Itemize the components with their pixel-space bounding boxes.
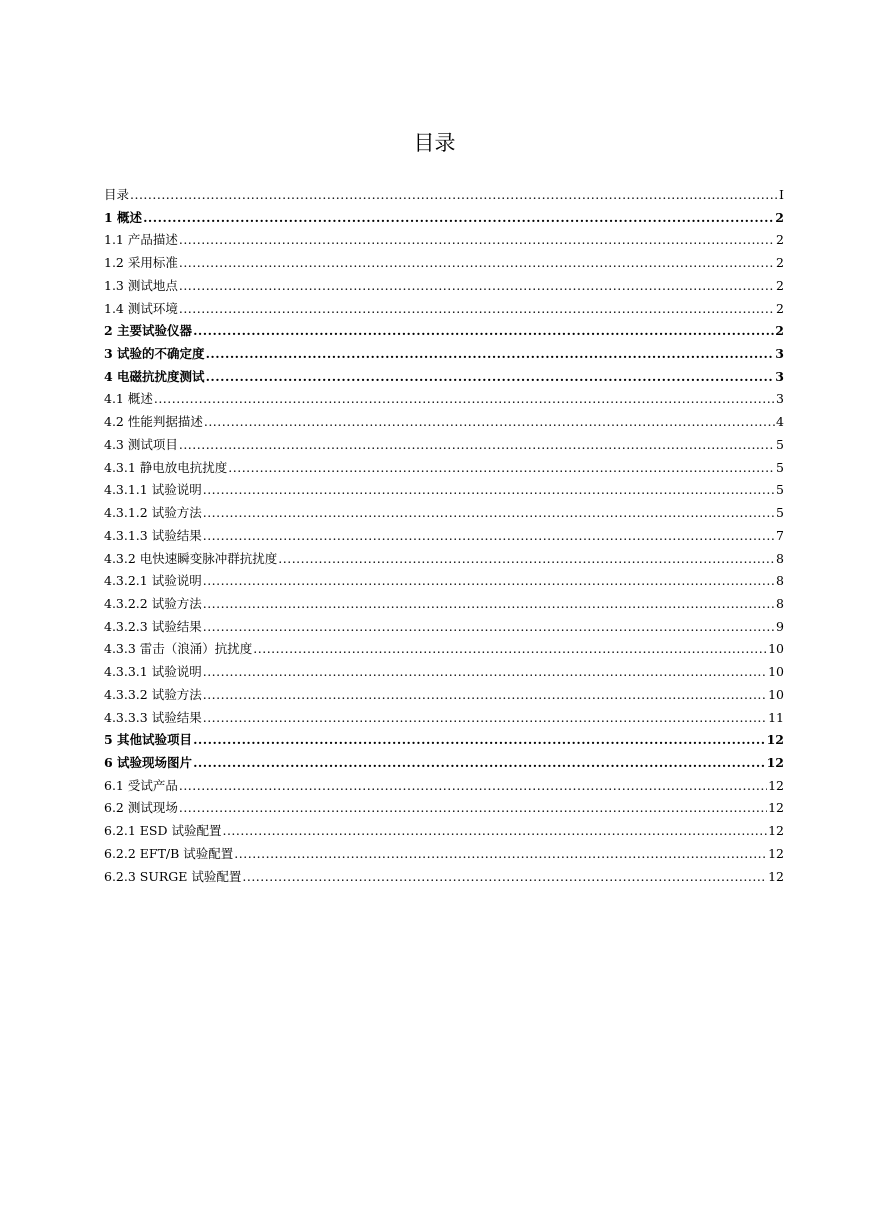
toc-entry[interactable] [104,298,784,321]
toc-dot-leader [203,616,775,639]
toc-entry-page-number: 3 [776,391,784,407]
toc-dot-leader [203,525,775,548]
toc-entry-label: 4.3.1.3 试验结果 [104,527,202,543]
page-title: 目录 [413,131,456,155]
toc-entry[interactable] [104,457,784,480]
toc-entry[interactable] [104,229,784,252]
toc-entry[interactable] [104,707,784,730]
toc-entry[interactable] [104,366,784,389]
toc-entry-label: 4.3.3.1 试验说明 [104,664,202,680]
toc-dot-leader [253,638,767,661]
toc-dot-leader [154,388,775,411]
toc-entry[interactable] [104,638,784,661]
toc-entry-page-number: I [779,187,784,202]
toc-dot-leader [179,252,775,275]
toc-entry-page-number: 10 [768,641,784,657]
toc-entry-label: 4.2 性能判据描述 [104,414,203,430]
toc-dot-leader [179,434,775,457]
toc-entry-label: 6.2.1 ESD 试验配置 [104,823,222,839]
toc-entry-label: 4.3.2.3 试验结果 [104,618,202,634]
toc-entry-page-number: 11 [768,709,784,725]
toc-dot-leader [206,343,775,366]
toc-entry[interactable] [104,570,784,593]
toc-dot-leader [203,479,775,502]
toc-dot-leader [193,320,774,343]
toc-entry-label: 4.1 概述 [104,391,153,407]
toc-entry-label: 目录 [104,187,130,202]
toc-entry-page-number: 4 [776,414,784,430]
toc-entry-label: 6 试验现场图片 [104,754,193,770]
toc-dot-leader [222,820,767,843]
toc-entry-page-number: 3 [775,346,784,362]
toc-entry-label: 1 概述 [104,209,143,225]
toc-entry-page-number: 12 [768,845,784,861]
toc-dot-leader [179,797,767,820]
toc-entry-page-number: 5 [776,482,784,498]
toc-entry-page-number: 12 [766,732,784,748]
toc-entry-page-number: 8 [776,595,784,611]
toc-entry-label: 1.1 产品描述 [104,232,178,248]
toc-entry[interactable] [104,866,784,889]
toc-entry[interactable] [104,184,784,207]
toc-entry-page-number: 2 [776,255,784,271]
toc-entry-label: 6.2.2 EFT/B 试验配置 [104,845,234,861]
toc-dot-leader [143,207,774,230]
toc-dot-leader [206,366,775,389]
toc-entry-label: 6.2 测试现场 [104,800,178,816]
toc-entry-label: 1.4 测试环境 [104,300,178,316]
toc-entry-label: 4.3.2 电快速瞬变脉冲群抗扰度 [104,550,278,566]
toc-dot-leader [179,229,775,252]
toc-entry-page-number: 3 [775,368,784,384]
toc-entry[interactable] [104,729,784,752]
toc-entry[interactable] [104,320,784,343]
toc-entry[interactable] [104,548,784,571]
toc-entry-page-number: 2 [775,323,784,339]
toc-entry[interactable] [104,275,784,298]
toc-entry-page-number: 12 [766,754,784,770]
toc-entry[interactable] [104,434,784,457]
toc-entry-label: 5 其他试验项目 [104,732,193,748]
toc-entry-label: 3 试验的不确定度 [104,346,205,362]
toc-entry-page-number: 9 [776,618,784,634]
toc-entry[interactable] [104,661,784,684]
toc-dot-leader [203,502,775,525]
toc-entry-page-number: 2 [775,209,784,225]
toc-entry[interactable] [104,684,784,707]
toc-entry-label: 4.3.2.1 试验说明 [104,573,202,589]
toc-dot-leader [242,866,767,889]
toc-dot-leader [203,684,767,707]
toc-entry-page-number: 2 [776,232,784,248]
toc-dot-leader [278,548,775,571]
toc-dot-leader [203,570,775,593]
toc-entry-label: 4.3.3 雷击（浪涌）抗扰度 [104,641,253,657]
toc-dot-leader [193,729,766,752]
toc-entry[interactable] [104,388,784,411]
toc-entry[interactable] [104,502,784,525]
toc-dot-leader [203,661,767,684]
toc-entry-page-number: 10 [768,664,784,680]
toc-entry-label: 4.3.2.2 试验方法 [104,595,202,611]
toc-dot-leader [130,184,778,207]
toc-entry-page-number: 5 [776,459,784,475]
toc-entry-label: 4.3.3.2 试验方法 [104,686,202,702]
toc-entry-label: 2 主要试验仪器 [104,323,193,339]
toc-entry-label: 4.3.1 静电放电抗扰度 [104,459,228,475]
table-of-contents [104,184,784,888]
toc-entry[interactable] [104,843,784,866]
toc-entry-page-number: 5 [776,436,784,452]
toc-entry-page-number: 2 [776,300,784,316]
toc-entry-label: 6.2.3 SURGE 试验配置 [104,868,242,884]
toc-dot-leader [179,275,775,298]
toc-dot-leader [203,593,775,616]
toc-entry[interactable] [104,797,784,820]
toc-dot-leader [179,775,767,798]
toc-dot-leader [234,843,767,866]
toc-entry-label: 4 电磁抗扰度测试 [104,368,205,384]
toc-entry-label: 4.3.3.3 试验结果 [104,709,202,725]
toc-entry[interactable] [104,820,784,843]
toc-entry-label: 6.1 受试产品 [104,777,178,793]
toc-entry-page-number: 10 [768,686,784,702]
toc-entry[interactable] [104,775,784,798]
toc-dot-leader [204,411,775,434]
toc-entry-page-number: 12 [768,868,784,884]
toc-dot-leader [179,298,775,321]
toc-entry[interactable] [104,616,784,639]
toc-dot-leader [193,752,766,775]
toc-entry-page-number: 7 [776,527,784,543]
toc-entry-page-number: 12 [768,777,784,793]
toc-entry-page-number: 12 [768,823,784,839]
toc-entry-label: 1.2 采用标准 [104,255,178,271]
toc-entry-label: 4.3.1.1 试验说明 [104,482,202,498]
toc-entry[interactable] [104,411,784,434]
toc-entry-page-number: 8 [776,550,784,566]
toc-entry[interactable] [104,525,784,548]
toc-entry-label: 4.3 测试项目 [104,436,178,452]
toc-entry-page-number: 2 [776,277,784,293]
toc-entry[interactable] [104,207,784,230]
toc-entry[interactable] [104,343,784,366]
toc-entry-page-number: 12 [768,800,784,816]
toc-entry[interactable] [104,752,784,775]
toc-entry[interactable] [104,593,784,616]
toc-entry[interactable] [104,252,784,275]
toc-dot-leader [228,457,775,480]
toc-entry-page-number: 8 [776,573,784,589]
toc-entry-label: 4.3.1.2 试验方法 [104,505,202,521]
toc-entry-page-number: 5 [776,505,784,521]
toc-entry-label: 1.3 测试地点 [104,277,178,293]
toc-dot-leader [203,707,767,730]
toc-entry[interactable] [104,479,784,502]
